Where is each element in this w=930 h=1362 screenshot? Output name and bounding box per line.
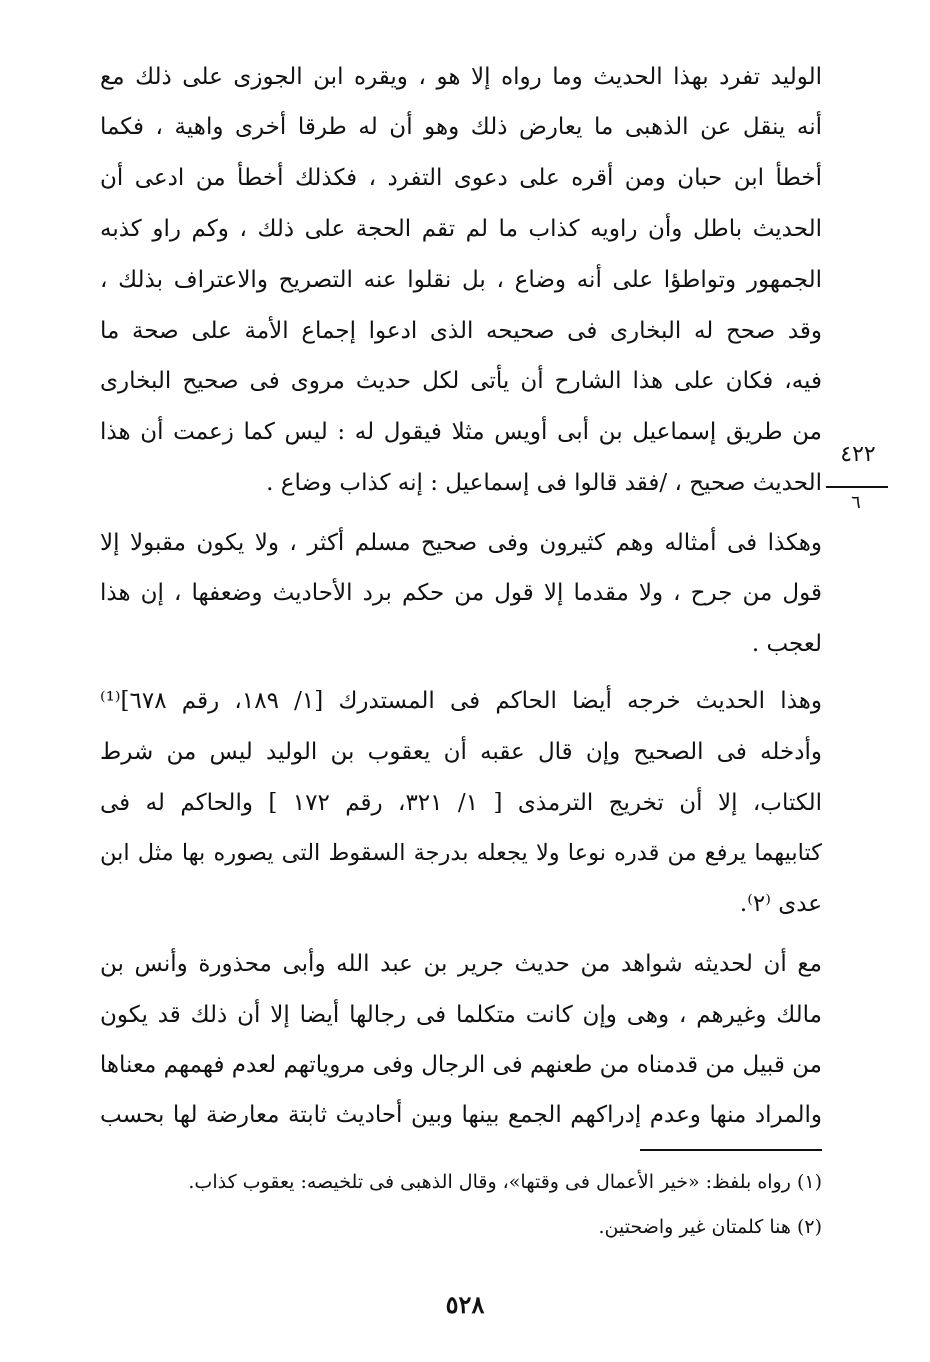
text-line: الحديث باطل وأن راويه كذاب ما لم تقم الحجة على ذلك ، وكم راو كذبه [100,216,822,242]
text-line: من طريق إسماعيل بن أبى أويس مثلا فيقول له : ليس كما زعمت أن هذا [100,419,822,445]
margin-divider [826,486,888,488]
page-number: ٥٢٨ [445,1290,485,1319]
text-line: من قبيل من قدمناه من طعنهم فى الرجال وفى مروياتهم لعدم فهمهم معناها [99,1052,822,1078]
text-line: والمراد منها وعدم إدراكهم الجمع بينها وبين أحاديث ثابتة معارضة لها بحسب [100,1102,822,1128]
text-line: أنه ينقل عن الذهبى ما يعارض ذلك وهو أن له طرقا أخرى واهية ، فكما [100,114,822,140]
footnote: (٢) هنا كلمتان غير واضحتين. [598,1216,822,1238]
margin-page-sub: ٦ [851,492,861,513]
footnote: (١) رواه بلفظ: «خير الأعمال فى وقتها»، وقال الذهبى فى تلخيصه: يعقوب كذاب. [188,1171,822,1193]
text-line: وأدخله فى الصحيح وإن قال عقبه أن يعقوب بن الوليد ليس من شرط [100,739,822,765]
margin-page-reference: ٤٢٢ [840,442,876,467]
text-line: كتابيهما يرفع من قدره نوعا ولا يجعله بدرجة السقوط التى يصوره بها مثل ابن [100,840,822,866]
text-line: مع أن لحديثه شواهد من حديث جرير بن عبد الله وأبى محذورة وأنس بن [100,951,822,977]
text-line: الكتاب، إلا أن تخريج الترمذى [ ١/ ٣٢١، رقم ١٧٢ ] والحاكم له فى [100,790,822,816]
text-line: الوليد تفرد بهذا الحديث وما رواه إلا هو ، ويقره ابن الجوزى على ذلك مع [100,64,822,90]
text-line: عدى ⁽٢⁾. [739,891,822,917]
text-line: وهكذا فى أمثاله وهم كثيرون وفى صحيح مسلم أكثر ، ولا يكون مقبولا إلا [100,530,822,556]
text-line: الجمهور وتواطؤا على أنه وضاع ، بل نقلوا عنه التصريح والاعتراف بذلك ، [100,267,822,293]
text-line: الحديث صحيح ، /فقد قالوا فى إسماعيل : إنه كذاب وضاع . [266,470,822,496]
text-line: فيه، فكان على هذا الشارح أن يأتى لكل حديث مروى فى صحيح البخارى [100,368,822,394]
text-line: أخطأ ابن حبان ومن أقره على دعوى التفرد ، فكذلك أخطأ من ادعى أن [100,165,822,191]
text-line: لعجب . [751,631,822,657]
text-line: قول من جرح ، ولا مقدما إلا قول من حكم برد الأحاديث وضعفها ، إن هذا [100,580,822,606]
text-line: مالك وغيرهم ، وهى وإن كانت متكلما فى رجالها أيضا إلا أن ذلك قد يكون [100,1002,822,1028]
text-line: وقد صحح له البخارى فى صحيحه الذى ادعوا إجماع الأمة على صحة ما [100,318,822,344]
text-line: وهذا الحديث خرجه أيضا الحاكم فى المستدرك [١/ ١٨٩، رقم ٦٧٨]⁽¹⁾ [100,688,822,714]
footnote-divider [640,1149,822,1151]
